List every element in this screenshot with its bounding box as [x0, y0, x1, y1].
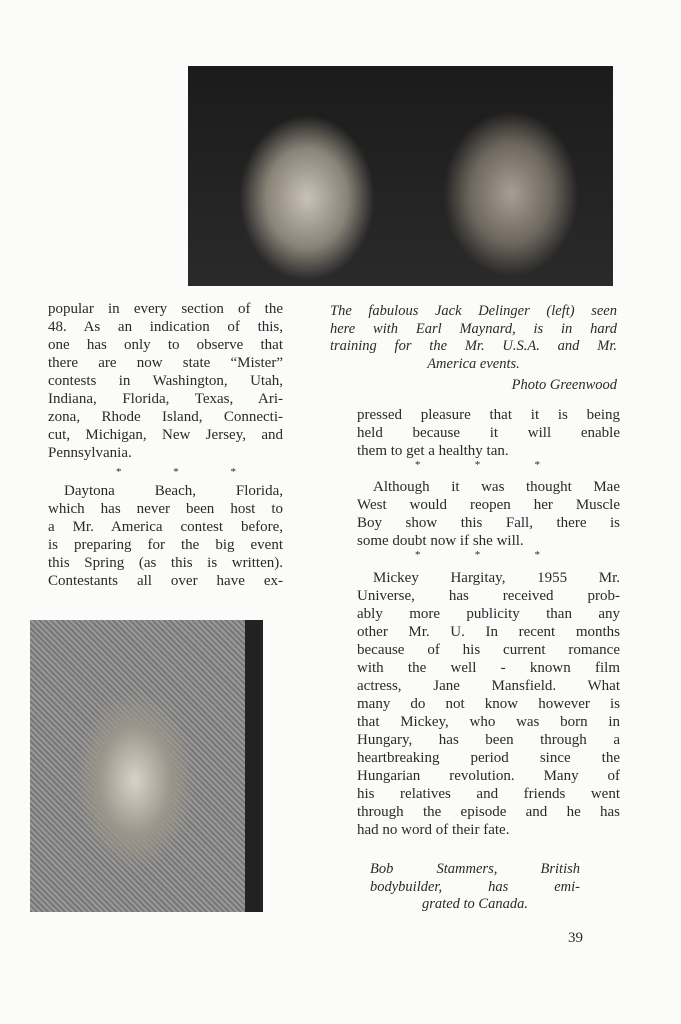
text-line: there are now state “Mister”: [48, 355, 283, 371]
text-line: because of his current romance: [357, 642, 620, 658]
text-line: Boy show this Fall, there is: [357, 515, 620, 531]
caption-line: grated to Canada.: [422, 896, 528, 912]
left-paragraph-1: [48, 300, 283, 462]
left-separator: [116, 466, 236, 478]
text-line: pressed pleasure that it is being: [357, 407, 620, 423]
caption-line: The fabulous Jack Delinger (left) seen: [330, 303, 617, 319]
text-line: held because it will enable: [357, 425, 620, 441]
text-line: many do not know however is: [357, 696, 620, 712]
asterisk: *: [534, 549, 540, 561]
text-line: which has never been host to: [48, 501, 283, 517]
asterisk: *: [173, 466, 179, 478]
caption-line: Bob Stammers, British: [370, 861, 580, 877]
text-line: cut, Michigan, New Jersey, and: [48, 427, 283, 443]
text-line: that Mickey, who was born in: [357, 714, 620, 730]
text-line: is preparing for the big event: [48, 537, 283, 553]
text-line: with the well - known film: [357, 660, 620, 676]
text-line: Indiana, Florida, Texas, Ari-: [48, 391, 283, 407]
text-line: 48. As an indication of this,: [48, 319, 283, 335]
text-line: a Mr. America contest before,: [48, 519, 283, 535]
asterisk: *: [474, 549, 481, 561]
text-line: Daytona Beach, Florida,: [64, 483, 283, 499]
photo-bob-stammers: [30, 620, 263, 912]
caption-line: bodybuilder, has emi-: [370, 878, 580, 895]
photo-credit: Photo Greenwood: [511, 377, 617, 393]
text-line: this Spring (as this is written).: [48, 555, 283, 571]
right-paragraph-1: [357, 406, 620, 460]
asterisk: *: [415, 549, 421, 561]
text-line: ably more publicity than any: [357, 606, 620, 622]
right-paragraph-2: [357, 478, 620, 550]
text-line: West would reopen her Muscle: [357, 497, 620, 513]
text-line: Pennsylvania.: [48, 445, 132, 461]
asterisk: *: [474, 459, 481, 471]
text-line: popular in every section of the: [48, 301, 283, 317]
text-line: them to get a healthy tan.: [357, 443, 509, 459]
text-line: heartbreaking period since the: [357, 750, 620, 766]
asterisk: *: [230, 466, 236, 478]
text-line: one has only to observe that: [48, 337, 283, 353]
photo-jack-delinger-earl-maynard: [188, 66, 613, 286]
bottom-photo-caption: [370, 861, 580, 914]
left-paragraph-2: [48, 482, 283, 590]
asterisk: *: [116, 466, 122, 478]
text-line: Although it was thought Mae: [373, 479, 620, 495]
asterisk: *: [534, 459, 540, 471]
top-photo-caption: [330, 303, 617, 395]
right-separator-1: [415, 459, 540, 471]
text-line: Mickey Hargitay, 1955 Mr.: [373, 570, 620, 586]
text-line: Hungary, has been through a: [357, 732, 620, 748]
page-number: 39: [568, 930, 583, 946]
right-paragraph-3: [357, 569, 620, 839]
text-line: some doubt now if she will.: [357, 533, 524, 549]
text-line: actress, Jane Mansfield. What: [357, 678, 620, 694]
text-line: Universe, has received prob-: [357, 588, 620, 604]
caption-line: training for the Mr. U.S.A. and Mr.: [330, 338, 617, 354]
text-line: contests in Washington, Utah,: [48, 373, 283, 389]
asterisk: *: [415, 459, 421, 471]
text-line: had no word of their fate.: [357, 822, 510, 838]
caption-line: here with Earl Maynard, is in hard: [330, 320, 617, 337]
text-line: through the episode and he has: [357, 804, 620, 820]
text-line: Contestants all over have ex-: [48, 573, 283, 589]
right-separator-2: [415, 549, 540, 561]
text-line: zona, Rhode Island, Connecti-: [48, 409, 283, 425]
caption-line: America events.: [427, 355, 520, 372]
text-line: his relatives and friends went: [357, 786, 620, 802]
text-line: other Mr. U. In recent months: [357, 624, 620, 640]
text-line: Hungarian revolution. Many of: [357, 768, 620, 784]
